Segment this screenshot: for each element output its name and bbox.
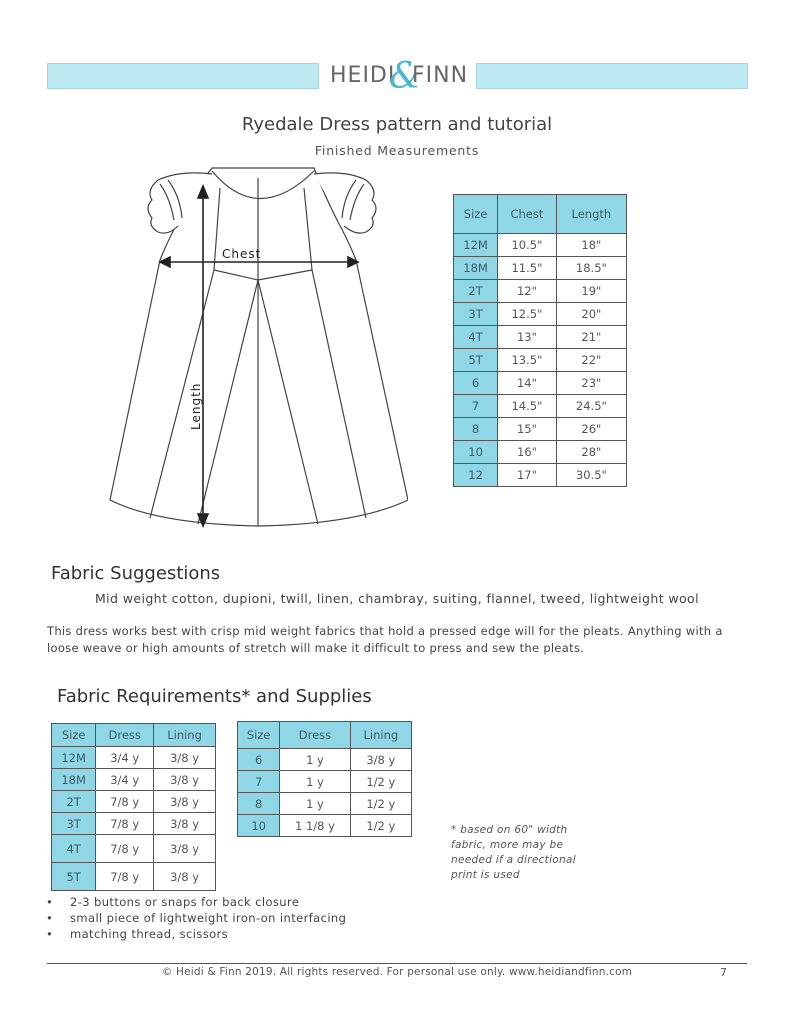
fabric-suggestions-list: Mid weight cotton, dupioni, twill, linen, chambray, suiting, flannel, tweed, lightweight wool [95,591,699,606]
size-cell: 8 [454,418,498,441]
list-item: • small piece of lightweight iron-on interfacing [46,910,346,926]
value-cell: 1/2 y [350,815,411,837]
table-header-row [454,195,627,234]
value-cell: 3/8 y [154,791,216,813]
value-cell: 7/8 y [96,863,154,891]
value-cell: 1 y [280,771,350,793]
column-header: Dress [96,724,154,747]
size-cell: 12 [454,464,498,487]
size-cell: 3T [454,303,498,326]
list-item: • matching thread, scissors [46,926,346,942]
size-cell: 4T [52,835,96,863]
header-band-right [476,63,748,89]
table-row [52,791,216,813]
value-cell: 19" [556,280,626,303]
value-cell: 13.5" [498,349,557,372]
size-cell: 12M [454,234,498,257]
footer-divider [47,963,747,964]
size-cell: 2T [52,791,96,813]
size-cell: 6 [454,372,498,395]
size-cell: 5T [454,349,498,372]
finished-measurements-table [453,194,627,487]
value-cell: 30.5" [556,464,626,487]
length-label: Length [189,382,203,430]
fabric-requirements-table-right [237,721,412,837]
value-cell: 17" [498,464,557,487]
value-cell: 3/8 y [350,749,411,771]
column-header: Dress [280,722,350,749]
fabric-requirements-heading: Fabric Requirements* and Supplies [57,686,372,707]
table-row [454,372,627,395]
table-header-row [238,722,412,749]
value-cell: 11.5" [498,257,557,280]
table-row [454,280,627,303]
size-cell: 5T [52,863,96,891]
table-row [454,418,627,441]
size-cell: 10 [238,815,280,837]
value-cell: 28" [556,441,626,464]
list-item: • 2-3 buttons or snaps for back closure [46,894,346,910]
table-row [52,769,216,791]
header-band-left [47,63,319,89]
value-cell: 16" [498,441,557,464]
value-cell: 14.5" [498,395,557,418]
size-cell: 8 [238,793,280,815]
fabric-suggestions-heading: Fabric Suggestions [51,563,221,584]
value-cell: 22" [556,349,626,372]
page-number: 7 [720,966,727,979]
value-cell: 15" [498,418,557,441]
table-row [52,813,216,835]
table-row [238,771,412,793]
value-cell: 18" [556,234,626,257]
size-cell: 7 [238,771,280,793]
table-row [238,793,412,815]
footer-copyright: © Heidi & Finn 2019. All rights reserved. For personal use only. www.heidiandfinn.com [161,966,633,978]
table-row [52,747,216,769]
size-cell: 2T [454,280,498,303]
table-row [454,441,627,464]
value-cell: 3/4 y [96,747,154,769]
column-header: Size [52,724,96,747]
column-header: Length [556,195,626,234]
value-cell: 14" [498,372,557,395]
table-row [454,303,627,326]
chest-label: Chest [222,247,262,261]
table-row [52,835,216,863]
table-row [238,815,412,837]
supplies-list [46,894,346,942]
value-cell: 13" [498,326,557,349]
column-header: Size [454,195,498,234]
value-cell: 24.5" [556,395,626,418]
value-cell: 3/4 y [96,769,154,791]
table-row [52,863,216,891]
brand-word-left: HEIDI [330,63,396,88]
size-cell: 18M [454,257,498,280]
table-row [454,257,627,280]
size-cell: 6 [238,749,280,771]
column-header: Lining [154,724,216,747]
table-row [454,234,627,257]
size-cell: 7 [454,395,498,418]
value-cell: 7/8 y [96,813,154,835]
size-cell: 12M [52,747,96,769]
value-cell: 3/8 y [154,813,216,835]
value-cell: 7/8 y [96,791,154,813]
value-cell: 3/8 y [154,835,216,863]
size-cell: 18M [52,769,96,791]
fabric-width-footnote: * based on 60" width fabric, more may be needed if a directional print is used [451,824,576,881]
value-cell: 12.5" [498,303,557,326]
value-cell: 26" [556,418,626,441]
table-row [454,349,627,372]
table-row [238,749,412,771]
size-cell: 3T [52,813,96,835]
value-cell: 1 y [280,793,350,815]
brand-logo [320,56,474,97]
size-cell: 4T [454,326,498,349]
page-title: Ryedale Dress pattern and tutorial [241,114,553,135]
value-cell: 12" [498,280,557,303]
value-cell: 7/8 y [96,835,154,863]
column-header: Lining [350,722,411,749]
value-cell: 10.5" [498,234,557,257]
brand-ampersand: & [389,56,422,97]
value-cell: 3/8 y [154,769,216,791]
fabric-requirements-table-left [51,723,216,891]
value-cell: 1 y [280,749,350,771]
dress-illustration [108,160,408,535]
value-cell: 3/8 y [154,863,216,891]
value-cell: 3/8 y [154,747,216,769]
value-cell: 21" [556,326,626,349]
fabric-suggestions-paragraph: This dress works best with crisp mid weight fabrics that hold a pressed edge will for the pleats. Anything with a loose weave or high amounts of stretch will make it difficult to press and sew the pleats. [47,624,723,655]
table-header-row [52,724,216,747]
table-row [454,395,627,418]
value-cell: 1 1/8 y [280,815,350,837]
table-row [454,326,627,349]
column-header: Size [238,722,280,749]
value-cell: 20" [556,303,626,326]
size-cell: 10 [454,441,498,464]
value-cell: 1/2 y [350,771,411,793]
value-cell: 18.5" [556,257,626,280]
value-cell: 1/2 y [350,793,411,815]
column-header: Chest [498,195,557,234]
brand-word-right: FINN [412,63,469,88]
value-cell: 23" [556,372,626,395]
page-subtitle: Finished Measurements [314,143,480,158]
table-row [454,464,627,487]
